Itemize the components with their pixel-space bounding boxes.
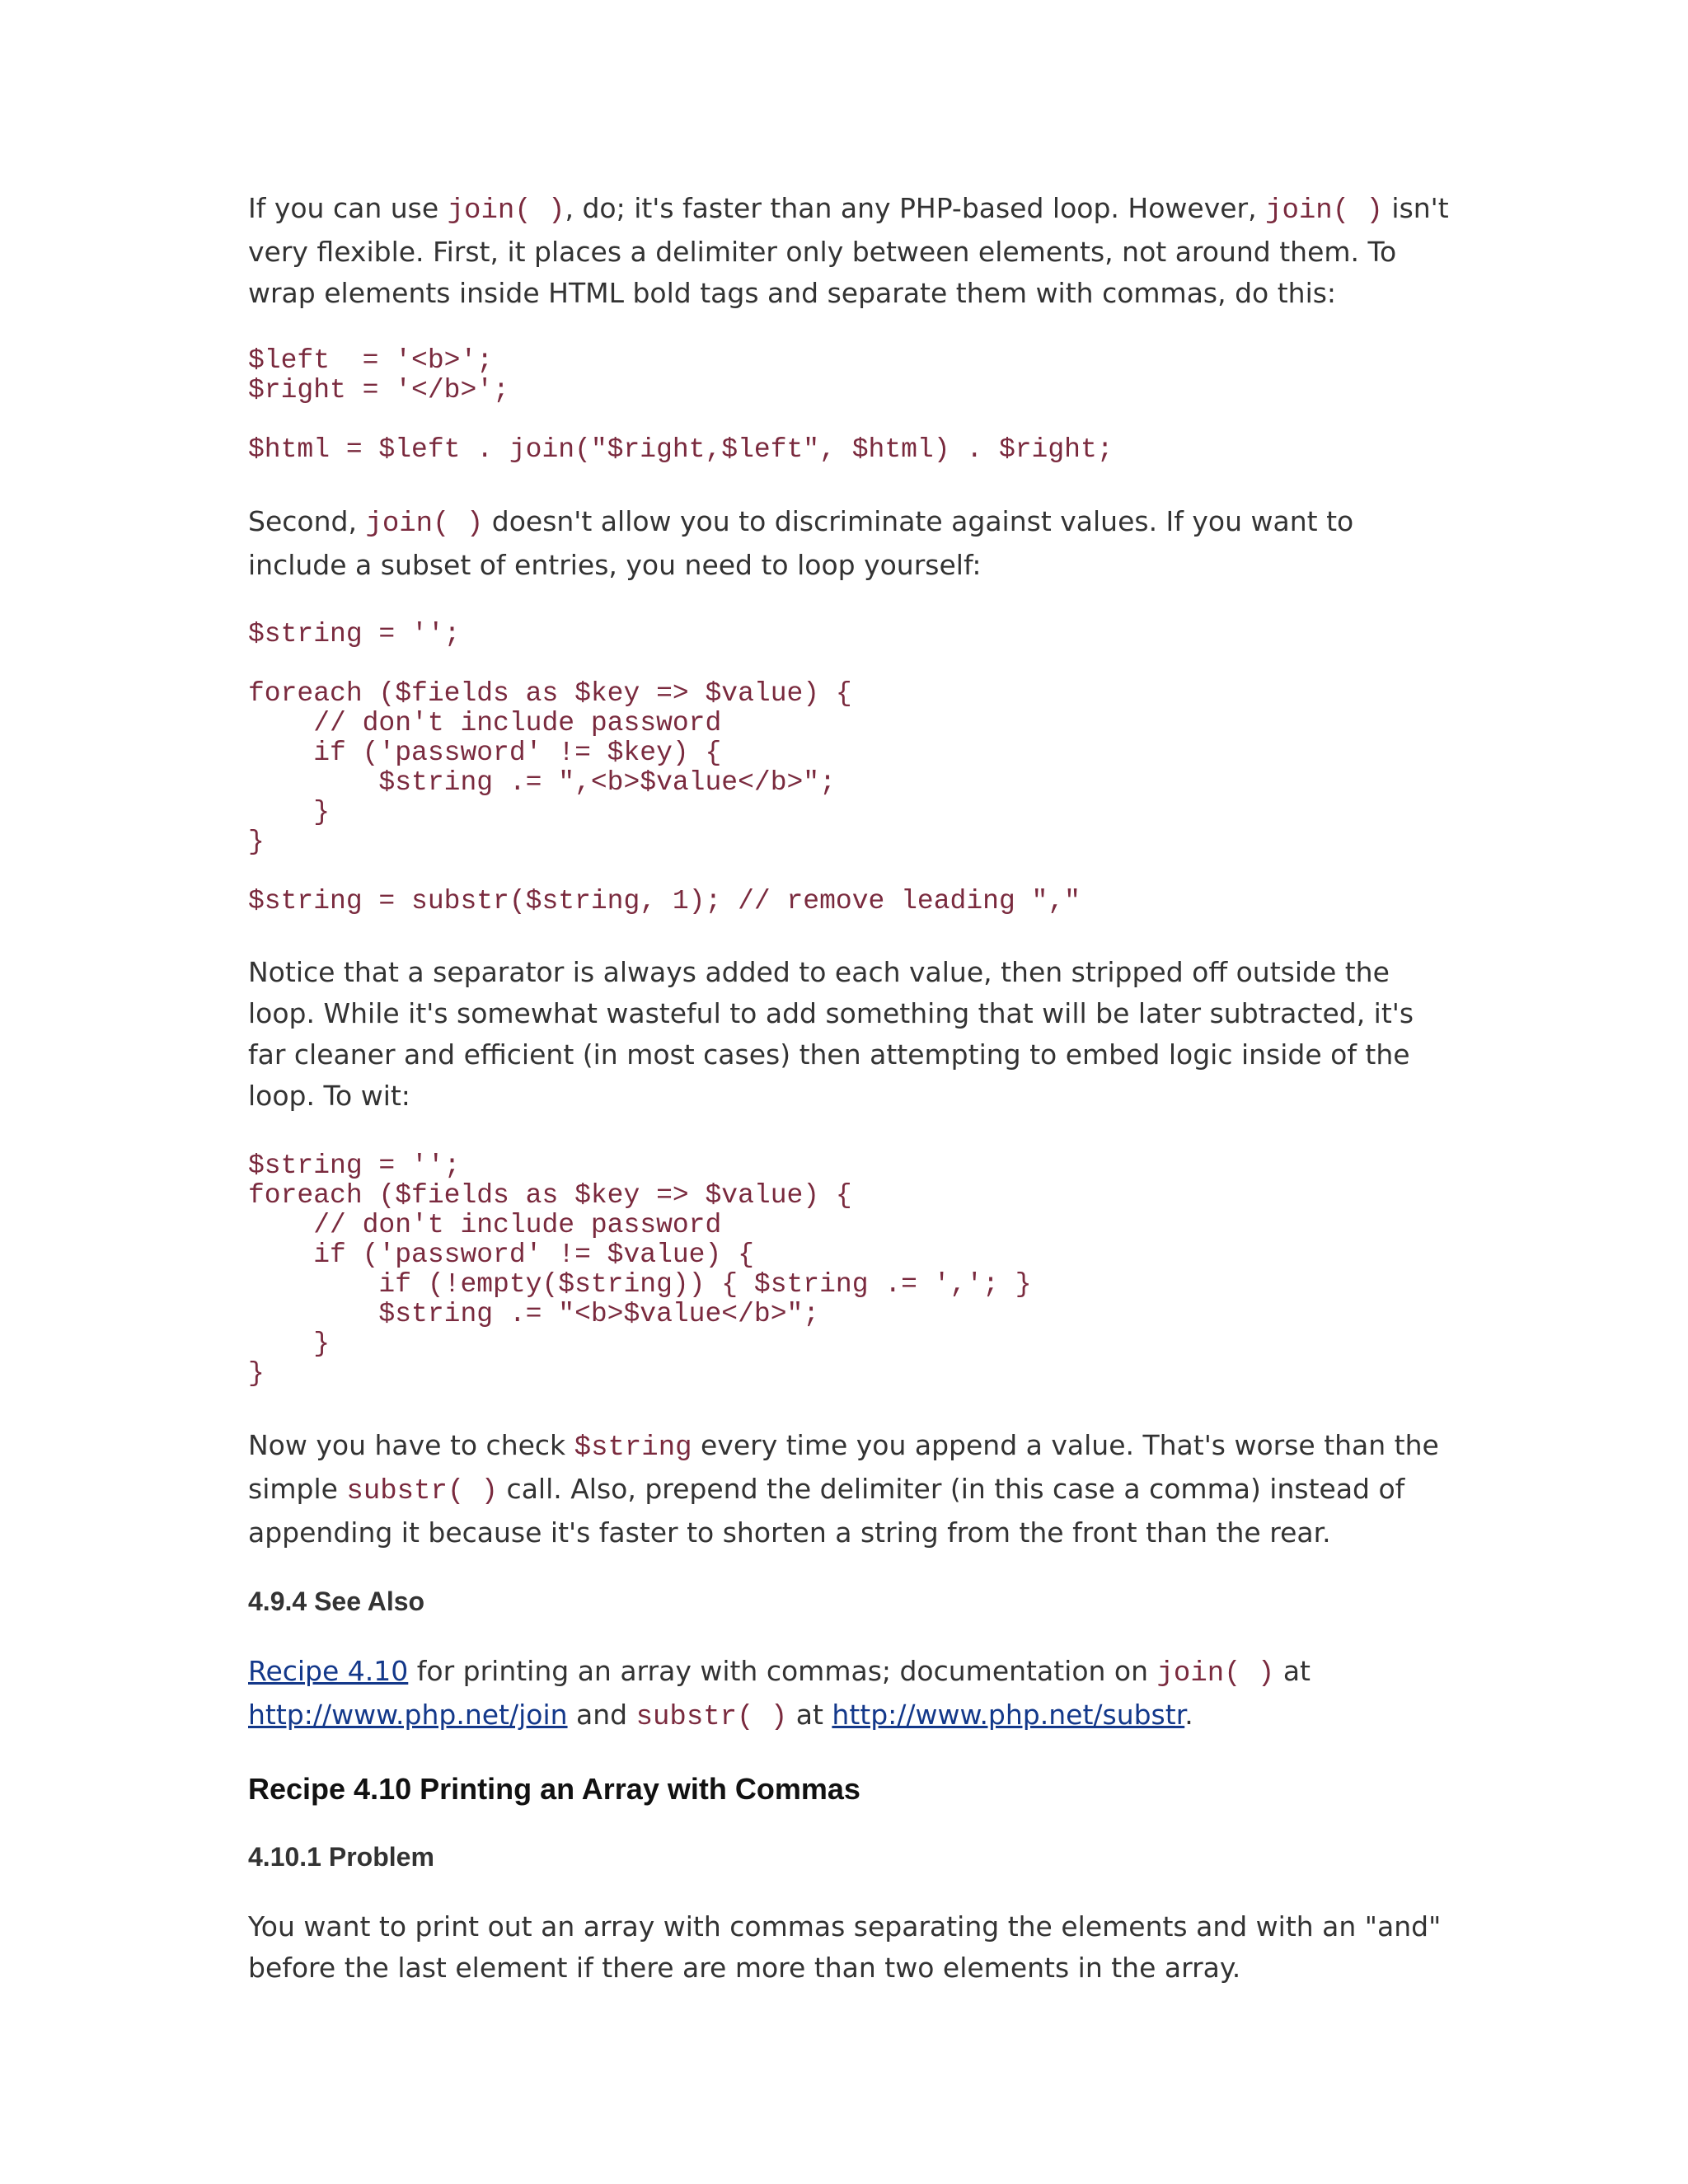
- paragraph-discriminate: [248, 501, 1451, 586]
- text: and: [567, 1699, 636, 1731]
- link-php-substr[interactable]: http://www.php.net/substr: [832, 1699, 1185, 1731]
- text: every time you append a value. That's worse than the simple: [248, 1429, 1439, 1505]
- text: , do; it's faster than any PHP-based loop. However,: [565, 192, 1266, 224]
- text: If you can use: [248, 192, 448, 224]
- section-heading-see-also: 4.9.4 See Also: [248, 1586, 425, 1616]
- text: at: [1274, 1655, 1311, 1687]
- paragraph-separator: Notice that a separator is always added to each value, then stripped off outside the loop. While it's somewhat wasteful to add something that will be later subtracted, it's far cleaner and efficient (in most cases) then attempting to embed logic inside of the loop. To wit:: [248, 956, 1414, 1112]
- inline-code-substr: substr( ): [635, 1702, 788, 1733]
- text: for printing an array with commas; documentation on: [408, 1655, 1157, 1687]
- inline-code-string: $string: [574, 1432, 692, 1464]
- recipe-title: Recipe 4.10 Printing an Array with Commas: [248, 1772, 860, 1806]
- inline-code-substr: substr( ): [346, 1476, 499, 1507]
- paragraph-see-also: [248, 1651, 1451, 1738]
- section-heading-problem: 4.10.1 Problem: [248, 1842, 434, 1872]
- inline-code-join: join( ): [447, 195, 565, 227]
- link-php-join[interactable]: http://www.php.net/join: [248, 1699, 568, 1731]
- paragraph-problem: You want to print out an array with commas separating the elements and with an "and" before the last element if there are more than two elements in the array.: [248, 1910, 1442, 1984]
- text: call. Also, prepend the delimiter (in this case a comma) instead of appending it because it's faster to shorten a string from the front than the rear.: [248, 1473, 1405, 1549]
- code-block-loop: $string = ''; foreach ($fields as $key => $value) { // don't include password if ('password' != $key) { $string .= ",<b>$value</b>"; } } $string = substr($string, 1); // remove leading ",": [248, 619, 1081, 916]
- code-block-embedded-logic: $string = ''; foreach ($fields as $key => $value) { // don't include password if ('password' != $value) { if (!empty($string)) { $string .= ','; } $string .= "<b>$value</b>"; } }: [248, 1151, 1032, 1389]
- inline-code-join: join( ): [1265, 195, 1383, 227]
- text: isn't very flexible. First, it places a delimiter only between elements, not around them. To wrap elements inside HTML bold tags and separate them with commas, do this:: [248, 192, 1449, 309]
- inline-code-join: join( ): [1156, 1658, 1275, 1690]
- text: Now you have to check: [248, 1429, 574, 1461]
- link-recipe-4-10[interactable]: Recipe 4.10: [248, 1655, 409, 1687]
- text: doesn't allow you to discriminate against values. If you want to include a subset of entries, you need to loop yourself:: [248, 505, 1354, 581]
- text: at: [787, 1699, 832, 1731]
- document-page: [248, 188, 1451, 1989]
- text: Second,: [248, 505, 366, 537]
- text: .: [1184, 1699, 1193, 1731]
- paragraph-check-string: [248, 1425, 1451, 1554]
- code-block-wrap-bold: $left = '<b>'; $right = '</b>'; $html = $left . join("$right,$left", $html) . $right;: [248, 345, 1114, 465]
- paragraph-join-intro: [248, 188, 1451, 314]
- inline-code-join: join( ): [365, 509, 484, 540]
